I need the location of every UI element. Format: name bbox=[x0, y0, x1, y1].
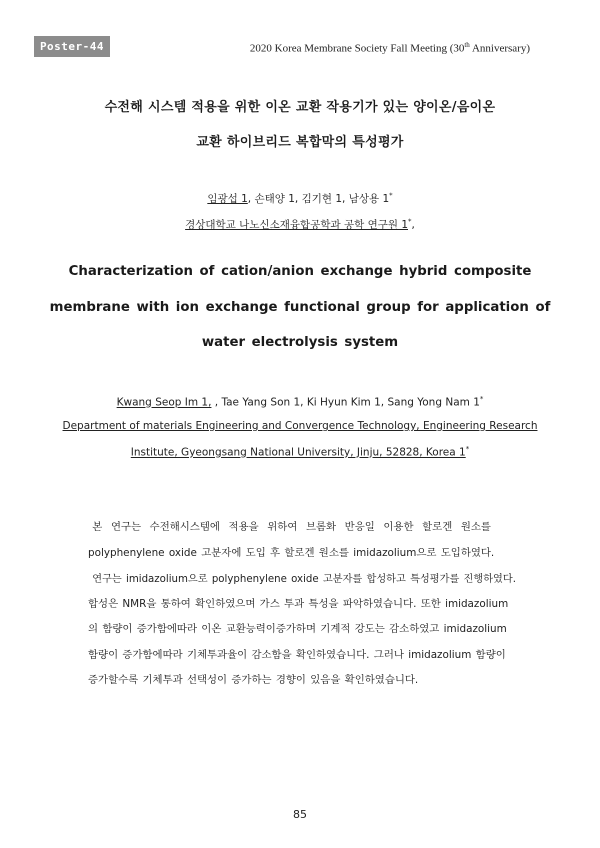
abstract-line: polyphenylene oxide 고분자에 도입 후 할로겐 원소를 imidazolium으로 도입하였다. bbox=[88, 547, 495, 559]
page-number: 85 bbox=[293, 808, 307, 821]
english-other-authors: , Tae Yang Son 1, Ki Hyun Kim 1, Sang Yong Nam 1 bbox=[211, 396, 480, 409]
english-authors-sup: * bbox=[479, 395, 484, 403]
abstract-line: 증가할수록 기체투과 선택성이 증가하는 경향이 있음을 확인하였습니다. bbox=[88, 674, 419, 686]
english-title-line-2: membrane with ion exchange functional group for application of bbox=[49, 300, 551, 315]
korean-affiliation-sup: * bbox=[408, 217, 412, 226]
meeting-superscript: th bbox=[464, 41, 470, 49]
english-title-line-1: Characterization of cation/anion exchange hybrid composite bbox=[68, 264, 532, 279]
english-affiliation-text: Institute, Gyeongsang National University, Jinju, 52828, Korea 1 bbox=[130, 446, 466, 459]
abstract-line: 연구는 imidazolium으로 polyphenylene oxide 고분자를 합성하고 특성평가를 진행하였다. bbox=[88, 574, 516, 585]
english-title-line-3: water electrolysis system bbox=[201, 335, 399, 350]
korean-first-author: 임광섭 1 bbox=[207, 193, 248, 205]
abstract-line: 함량이 증가함에따라 기체투과율이 감소함을 확인하였습니다. 그러나 imidazolium 함량이 bbox=[88, 649, 506, 661]
korean-other-authors: , 손태양 1, 김기현 1, 남상용 1 bbox=[247, 193, 390, 205]
korean-affiliation bbox=[0, 217, 600, 232]
korean-title-line-1: 수전해 시스템 적용을 위한 이온 교환 작용기가 있는 양이온/음이온 bbox=[104, 100, 496, 115]
abstract-line: 의 함량이 증가함에따라 이온 교환능력이증가하며 기계적 강도는 감소하였고 imidazolium bbox=[88, 623, 507, 635]
meeting-header bbox=[250, 41, 530, 55]
english-affiliation-sup: * bbox=[465, 445, 470, 453]
korean-authors-sup: * bbox=[389, 191, 393, 200]
english-affiliation-line-2 bbox=[0, 445, 600, 459]
abstract-line: 합성은 NMR을 통하여 확인하였으며 가스 투과 특성을 파악하였습니다. 또한 imidazolium bbox=[88, 598, 509, 610]
poster-badge: Poster-44 bbox=[34, 36, 110, 57]
korean-affiliation-text: 경상대학교 나노신소재융합공학과 공학 연구원 1 bbox=[185, 219, 409, 231]
meeting-prefix: 2020 Korea Membrane Society Fall Meeting (30 bbox=[249, 42, 465, 55]
english-first-author: Kwang Seop Im 1, bbox=[116, 396, 212, 409]
korean-authors bbox=[0, 191, 600, 206]
english-affiliation-line-1: Department of materials Engineering and Convergence Technology, Engineering Research bbox=[62, 420, 538, 432]
english-authors bbox=[0, 395, 600, 409]
meeting-suffix: Anniversary) bbox=[469, 42, 530, 55]
korean-title-line-2: 교환 하이브리드 복합막의 특성평가 bbox=[196, 135, 404, 150]
korean-affiliation-tail: , bbox=[411, 219, 415, 231]
abstract-line: 본 연구는 수전해시스템에 적용을 위하여 브롬화 반응일 이용한 할로겐 원소를 bbox=[88, 521, 491, 533]
